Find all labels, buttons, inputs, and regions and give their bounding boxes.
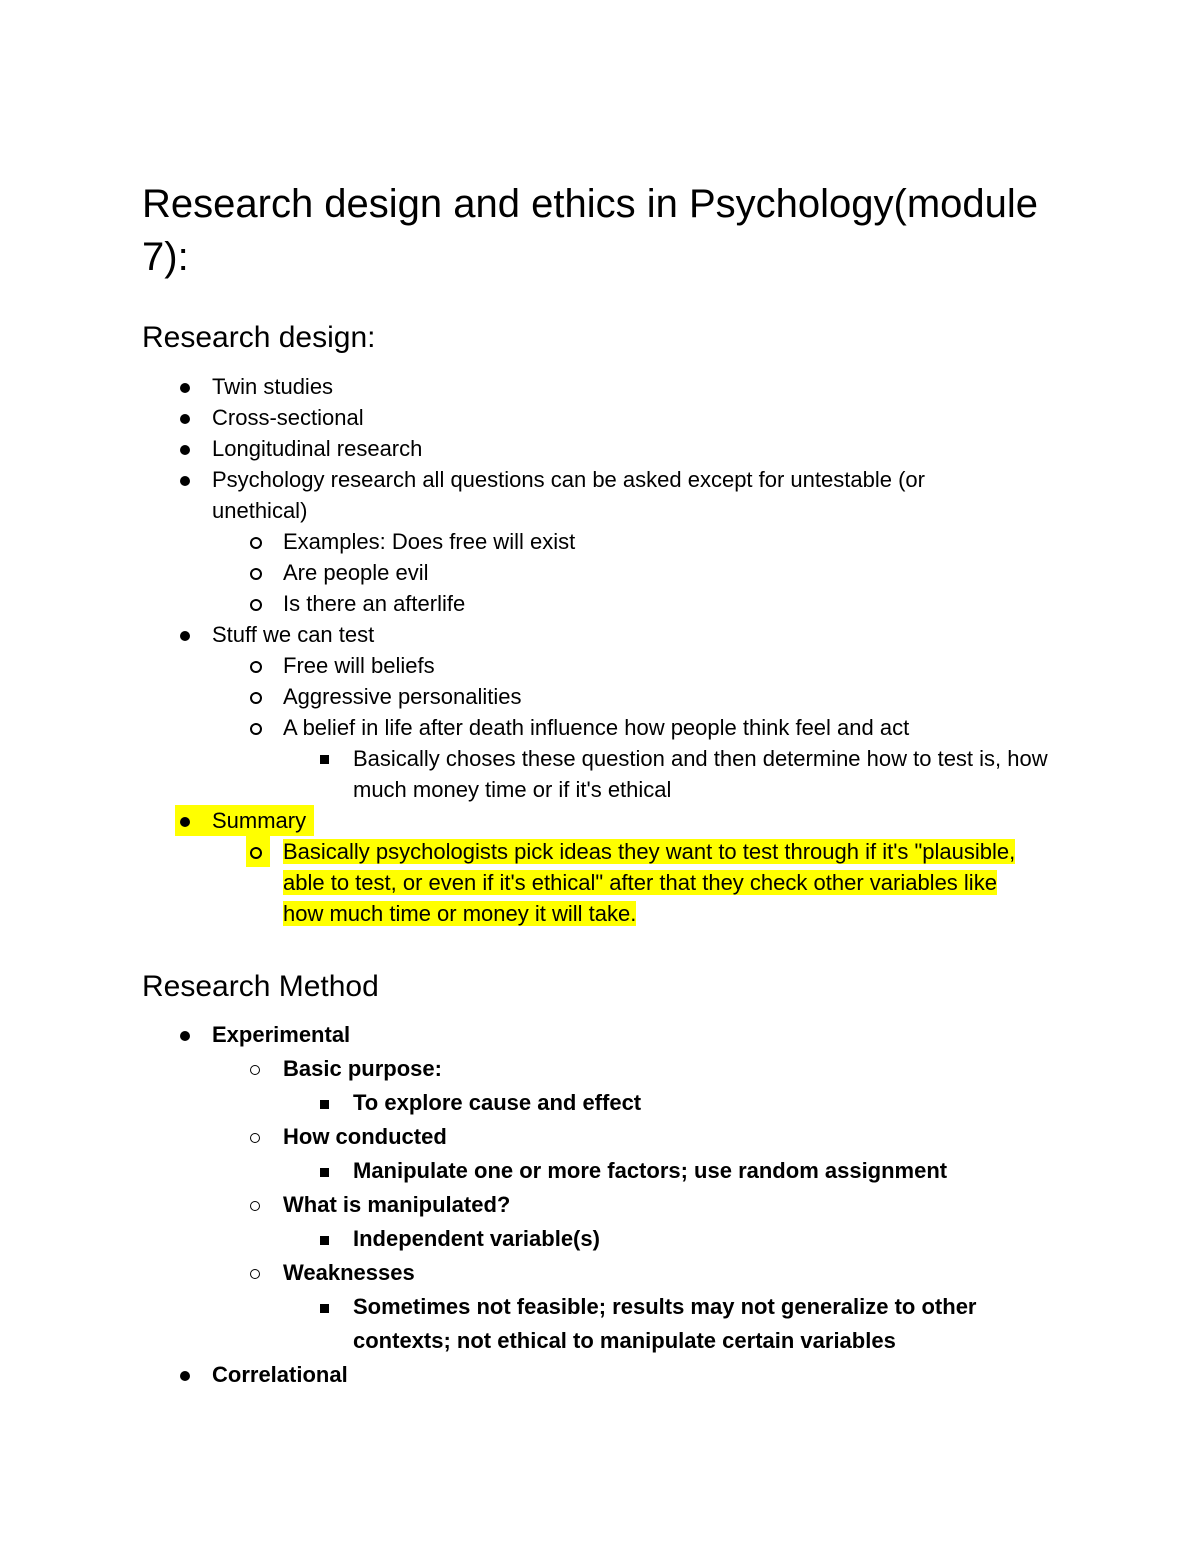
bullet-disc-icon: [180, 445, 190, 455]
list-item-text: Aggressive personalities: [283, 684, 522, 709]
research-method-heading: Research Method: [142, 970, 379, 1003]
bullet-circle-icon: [250, 723, 262, 735]
list-item: [0, 743, 1053, 805]
list-item-text: Weaknesses: [283, 1260, 415, 1285]
list-item: [0, 1358, 1053, 1392]
document-title: Research design and ethics in Psychology(module 7):: [142, 182, 1039, 279]
bullet-square-icon: [320, 1236, 329, 1245]
bullet-circle-icon: [250, 1065, 260, 1075]
list-item: [0, 650, 1053, 681]
list-item: [0, 619, 1053, 650]
list-item-text: Experimental: [212, 1022, 351, 1047]
bullet-square-icon: [320, 1168, 329, 1177]
bullet-square-icon: [320, 1304, 329, 1313]
list-item: [0, 402, 1053, 433]
bullet-circle-icon: [250, 599, 262, 611]
list-item-text: Stuff we can test: [212, 622, 375, 647]
list-item-text: What is manipulated?: [283, 1192, 511, 1217]
list-item-text: Is there an afterlife: [283, 591, 466, 616]
list-item-text: Manipulate one or more factors; use random assignment: [353, 1158, 948, 1183]
bullet-disc-icon: [180, 1031, 190, 1041]
bullet-disc-icon: [180, 383, 190, 393]
list-item: [0, 1222, 1053, 1256]
list-item: [0, 1052, 1053, 1086]
list-item-text: A belief in life after death influence how people think feel and act: [283, 715, 910, 740]
list-item: [0, 1154, 1053, 1188]
list-item: [0, 681, 1053, 712]
list-item: [0, 557, 1053, 588]
research-design-list: [0, 371, 1053, 929]
list-item: [0, 526, 1053, 557]
bullet-disc-icon: [180, 414, 190, 424]
list-item-text: Psychology research all questions can be asked except for untestable (or unethical): [212, 467, 925, 523]
list-item-text: Examples: Does free will exist: [283, 529, 576, 554]
list-item: [0, 1290, 1053, 1358]
list-item-text: Sometimes not feasible; results may not generalize to other contexts; not ethical to manipulate certain variables: [353, 1294, 977, 1353]
list-item: [0, 464, 1053, 526]
list-item: [0, 371, 1053, 402]
summary-item: [0, 805, 1053, 836]
list-item: [0, 1018, 1053, 1052]
summary-text: [283, 836, 1023, 929]
bullet-circle-icon: [250, 692, 262, 704]
list-item: [0, 1188, 1053, 1222]
summary-label: Summary: [212, 808, 307, 833]
bullet-disc-icon: [180, 476, 190, 486]
bullet-circle-icon: [250, 1201, 260, 1211]
bullet-circle-icon: [250, 1133, 260, 1143]
list-item: [0, 1256, 1053, 1290]
list-item: [0, 588, 1053, 619]
list-item-text: How conducted: [283, 1124, 447, 1149]
list-item-text: Twin studies: [212, 374, 334, 399]
summary-text-item: [0, 836, 1053, 929]
list-item-text: Basically choses these question and then determine how to test is, how much money time or if it's ethical: [353, 746, 1048, 802]
list-item-text: To explore cause and effect: [353, 1090, 642, 1115]
bullet-square-icon: [320, 1100, 329, 1109]
list-item-text: Correlational: [212, 1362, 348, 1387]
bullet-disc-icon: [180, 1371, 190, 1381]
bullet-disc-icon: [180, 631, 190, 641]
list-item-text: Are people evil: [283, 560, 429, 585]
bullet-circle-icon: [250, 568, 262, 580]
bullet-circle-icon: [250, 661, 262, 673]
bullet-circle-icon: [250, 847, 262, 859]
bullet-circle-icon: [250, 537, 262, 549]
research-method-list: [0, 1018, 1053, 1392]
list-item-text: Basic purpose:: [283, 1056, 442, 1081]
list-item: [0, 712, 1053, 743]
bullet-disc-icon: [180, 817, 190, 827]
bullet-circle-icon: [250, 1269, 260, 1279]
bullet-square-icon: [320, 755, 329, 764]
list-item: [0, 1120, 1053, 1154]
list-item: [0, 433, 1053, 464]
list-item-text: Cross-sectional: [212, 405, 364, 430]
list-item-text: Independent variable(s): [353, 1226, 600, 1251]
list-item-text: Longitudinal research: [212, 436, 423, 461]
summary-text-highlighted: Basically psychologists pick ideas they want to test through if it's "plausible, able to test, or even if it's ethical" after that they check other variables like how much time or money it will take.: [283, 839, 1016, 926]
list-item: [0, 1086, 1053, 1120]
list-item-text: Free will beliefs: [283, 653, 435, 678]
research-design-heading: Research design:: [142, 321, 376, 354]
